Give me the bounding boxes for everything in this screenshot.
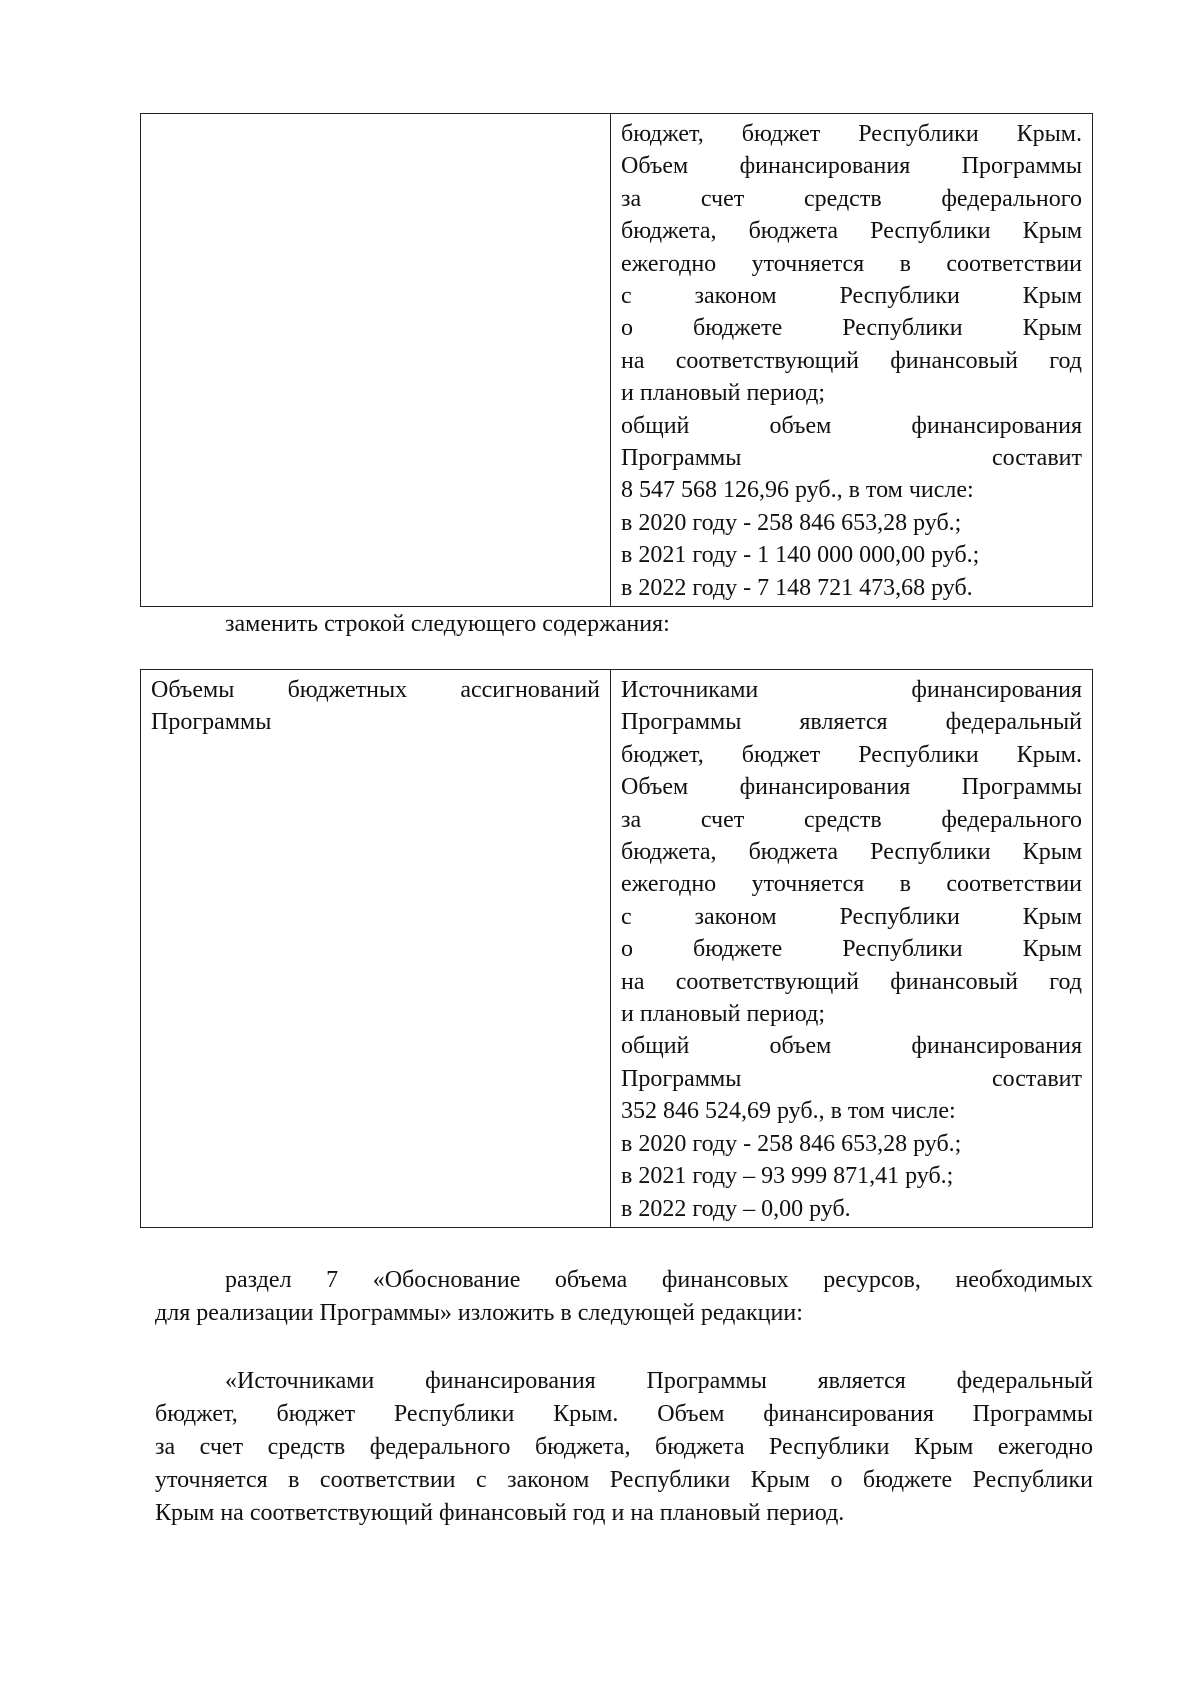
cell-line: о бюджете Республики Крым [621,936,1082,963]
cell-line: в 2021 году - 1 140 000 000,00 руб.; [621,542,980,569]
table-cell-right [611,114,1093,607]
cell-line: 8 547 568 126,96 руб., в том числе: [621,477,974,504]
cell-line: общий объем финансирования [621,412,1082,439]
cell-line: за счет средств федерального [621,806,1082,833]
cell-line: на соответствующий финансовый год [621,968,1082,995]
quote-paragraph-line: уточняется в соответствии с законом Республики Крым о бюджете Республики [155,1467,1093,1493]
cell-line: бюджет, бюджет Республики Крым. [621,741,1082,768]
cell-line: Программы является федеральный [621,709,1082,736]
cell-line: ежегодно уточняется в соответствии [621,250,1082,277]
cell-line: Программы составит [621,1065,1082,1092]
cell-line: Источниками финансирования [621,677,1082,703]
cell-line: с законом Республики Крым [621,283,1082,310]
table-row [141,114,1093,607]
cell-line: в 2020 году - 258 846 653,28 руб.; [621,509,962,536]
table-cell-left [141,114,611,607]
cell-line: Объем финансирования Программы [621,153,1082,180]
table-new-row [140,669,1093,1228]
cell-line: за счет средств федерального [621,185,1082,212]
table-cell-right [611,670,1093,1228]
cell-line: бюджета, бюджета Республики Крым [621,218,1082,245]
quote-paragraph-line: бюджет, бюджет Республики Крым. Объем финансирования Программы [155,1401,1093,1427]
section-paragraph-line: для реализации Программы» изложить в следующей редакции: [155,1300,803,1326]
cell-line: в 2020 году - 258 846 653,28 руб.; [621,1130,962,1157]
cell-line: на соответствующий финансовый год [621,347,1082,374]
cell-line: ежегодно уточняется в соответствии [621,871,1082,898]
section-paragraph-line: раздел 7 «Обоснование объема финансовых ресурсов, необходимых [225,1267,1093,1293]
cell-line: бюджета, бюджета Республики Крым [621,839,1082,866]
table-row [141,670,1093,1228]
quote-paragraph-line: «Источниками финансирования Программы является федеральный [225,1368,1093,1394]
cell-line: о бюджете Республики Крым [621,315,1082,342]
cell-line: в 2021 году – 93 999 871,41 руб.; [621,1163,954,1190]
cell-line: и плановый период; [621,380,825,407]
table-old-row [140,113,1093,607]
cell-line: в 2022 году - 7 148 721 473,68 руб. [621,574,973,601]
quote-paragraph-line: Крым на соответствующий финансовый год и на плановый период. [155,1500,845,1526]
cell-line: с законом Республики Крым [621,903,1082,930]
cell-line: Объемы бюджетных ассигнований [151,677,600,703]
cell-line: 352 846 524,69 руб., в том числе: [621,1098,956,1125]
cell-line: общий объем финансирования [621,1033,1082,1060]
replace-instruction: заменить строкой следующего содержания: [225,611,670,637]
cell-line: бюджет, бюджет Республики Крым. [621,121,1082,147]
quote-paragraph-line: за счет средств федерального бюджета, бюджета Республики Крым ежегодно [155,1434,1093,1460]
table-cell-left [141,670,611,1228]
cell-line: Программы [151,709,272,736]
cell-line: Программы составит [621,445,1082,472]
cell-line: в 2022 году – 0,00 руб. [621,1195,851,1222]
cell-line: и плановый период; [621,1001,825,1028]
cell-line: Объем финансирования Программы [621,774,1082,801]
